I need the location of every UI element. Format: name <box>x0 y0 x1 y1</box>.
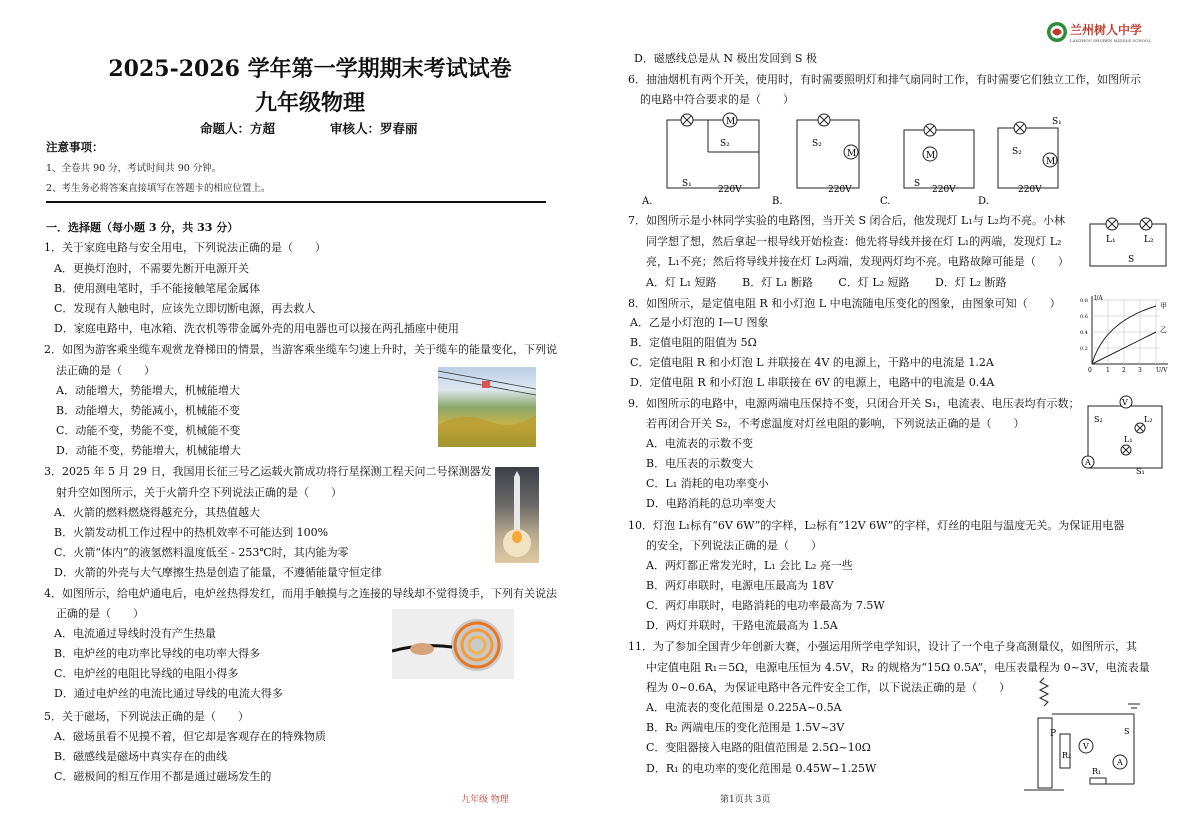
svg-text:220V: 220V <box>718 185 742 195</box>
right-question-line: 的电路中符合要求的是（ ） <box>640 93 794 106</box>
right-question-line: 程为 0~0.6A，为保证电路中各元件安全工作，以下说法正确的是（ ） <box>646 681 1011 694</box>
left-question-line: 3．2025 年 5 月 29 日，我国用长征三号乙运载火箭成功将行星探测工程天问二号探测器发 <box>44 465 492 478</box>
svg-text:S₁: S₁ <box>1052 117 1062 127</box>
svg-text:L₂: L₂ <box>1144 235 1154 245</box>
svg-text:S₂: S₂ <box>720 139 730 149</box>
question-setter: 命题人：方超 <box>200 121 276 136</box>
svg-text:M: M <box>726 117 736 127</box>
right-question-line: D．电路消耗的总功率变大 <box>646 497 776 510</box>
electric-stove-photo <box>392 609 514 679</box>
svg-text:220V: 220V <box>1018 185 1042 195</box>
svg-text:M: M <box>1046 157 1056 167</box>
svg-text:S: S <box>914 179 921 189</box>
right-question-line: A．两灯都正常发光时，L₁ 会比 L₂ 亮一些 <box>646 559 853 572</box>
svg-text:0.2: 0.2 <box>1080 346 1088 352</box>
right-question-line: 10．灯泡 L₁标有“6V 6W”的字样，L₂标有“12V 6W”的字样，灯丝的电阻与温度无关。为保证用电器 <box>628 519 1125 532</box>
right-question-line: 9．如图所示的电路中，电源两端电压保持不变，只闭合开关 S₁，电流表、电压表均有示数； <box>628 397 1080 410</box>
right-question-line: D．定值电阻 R 和小灯泡 L 串联接在 6V 的电源上，电路中的电流是 0.4A <box>630 376 995 389</box>
left-question-line: 1．关于家庭电路与安全用电，下列说法正确的是（ ） <box>44 241 326 254</box>
left-question-line: A．磁场虽看不见摸不着，但它却是客观存在的特殊物质 <box>54 730 326 743</box>
svg-text:S₂: S₂ <box>1094 415 1103 424</box>
svg-text:S₁: S₁ <box>1136 467 1145 476</box>
q6-option-a: A. <box>642 196 653 207</box>
svg-text:L₁: L₁ <box>1124 435 1133 444</box>
right-question-line: C．两灯串联时，电路消耗的电功率最高为 7.5W <box>646 599 885 612</box>
right-question-line: A．电流表的示数不变 <box>646 437 753 450</box>
left-question-line: C．发现有人触电时，应该先立即切断电源，再去救人 <box>54 302 316 315</box>
logo-text: 兰州树人中学 <box>1070 23 1143 37</box>
q7-circuit <box>1084 214 1174 274</box>
right-question-line: 的安全，下列说法正确的是（ ） <box>646 539 822 552</box>
q6-option-c: C. <box>880 196 891 207</box>
right-question-line: 6．抽油烟机有两个开关，使用时，有时需要照明灯和排气扇同时工作，有时需要它们独立工作，如图所示 <box>628 73 1141 86</box>
notes-heading: 注意事项： <box>46 140 104 154</box>
right-question-line: C．L₁ 消耗的电功率变小 <box>646 477 769 490</box>
left-question-line: D．通过电炉丝的电流比通过导线的电流大得多 <box>54 687 283 700</box>
svg-text:0: 0 <box>1088 367 1092 374</box>
right-question-line: 同学想了想，然后拿起一根导线开始检查：他先将导线并接在灯 L₁的两端，发现灯 L₂ <box>646 235 1062 248</box>
left-question-line: C．磁极间的相互作用不都是通过磁场发生的 <box>54 770 272 783</box>
left-question-line: 射升空如图所示，关于火箭升空下列说法正确的是（ ） <box>56 486 342 499</box>
svg-text:P: P <box>1050 729 1057 739</box>
svg-text:1: 1 <box>1106 367 1110 374</box>
page-number: 第1页共 3页 <box>720 795 771 805</box>
left-question-line: 5．关于磁场，下列说法正确的是（ ） <box>44 710 249 723</box>
left-question-line: B．动能增大，势能减小，机械能不变 <box>56 404 241 417</box>
left-question-line: A．火箭的燃料燃烧得越充分，其热值越大 <box>54 506 260 519</box>
right-question-line: A．乙是小灯泡的 I—U 图象 <box>630 316 769 329</box>
right-question-line: 中定值电阻 R₁＝5Ω，电源电压恒为 4.5V，R₂ 的规格为“15Ω 0.5A”，电压表量程为 0~3V，电流表量 <box>646 661 1150 674</box>
footer-subject: 九年级 物理 <box>461 795 509 805</box>
q6-option-b: B. <box>772 196 783 207</box>
svg-text:S₂: S₂ <box>812 139 822 149</box>
left-question-line: 2．如图为游客乘坐缆车观赏龙脊梯田的情景，当游客乘坐缆车匀速上升时，关于缆车的能量变化，下列说 <box>44 343 557 356</box>
right-question-line: 8．如图所示，是定值电阻 R 和小灯泡 L 中电流随电压变化的图象，由图象可知（ ） <box>628 297 1061 310</box>
svg-text:220V: 220V <box>932 185 956 195</box>
svg-text:V: V <box>1083 742 1089 751</box>
q9-circuit <box>1080 392 1170 476</box>
right-question-line: C．定值电阻 R 和小灯泡 L 并联接在 4V 的电源上，干路中的电流是 1.2A <box>630 356 994 369</box>
right-question-line: B．电压表的示数变大 <box>646 457 754 470</box>
left-question-line: A．电流通过导线时没有产生热量 <box>54 627 216 640</box>
left-question-line: 4．如图所示，给电炉通电后，电炉丝热得发红，而用手触摸与之连接的导线却不觉得烫手，下列有关说法 <box>44 587 557 600</box>
note-item: 2、考生务必将答案直接填写在答题卡的相应位置上。 <box>46 183 271 194</box>
left-question-line: C．电炉丝的电阻比导线的电阻小得多 <box>54 667 239 680</box>
right-question-line: D．磁感线总是从 N 极出发回到 S 极 <box>634 52 817 65</box>
left-question-line: 一．选择题（每小题 3 分，共 33 分） <box>46 221 239 234</box>
left-question-line: B．磁感线是磁场中真实存在的曲线 <box>54 750 228 763</box>
left-question-line: D．火箭的外壳与大气摩擦生热是创造了能量，不遵循能量守恒定律 <box>54 566 382 579</box>
logo-subtext: LANZHOU SHUREN MIDDLE SCHOOL <box>1070 38 1151 43</box>
svg-text:L₂: L₂ <box>1144 415 1153 424</box>
left-question-line: A．动能增大，势能增大，机械能增大 <box>56 384 240 397</box>
exam-title: 2025-2026 学年第一学期期末考试试卷 <box>108 56 512 82</box>
note-item: 1、全卷共 90 分，考试时间共 90 分钟。 <box>46 163 222 174</box>
svg-text:R₂: R₂ <box>1062 751 1072 760</box>
svg-text:U/V: U/V <box>1156 367 1168 374</box>
school-logo <box>1046 20 1156 44</box>
right-question-line: 11．为了参加全国青少年创新大赛，小强运用所学电学知识，设计了一个电子身高测量仪，如图所示，其 <box>628 640 1137 653</box>
svg-text:V: V <box>1122 398 1128 407</box>
svg-text:220V: 220V <box>828 185 852 195</box>
svg-text:0.6: 0.6 <box>1080 314 1088 320</box>
q6-circuit-d <box>978 112 1078 208</box>
svg-text:3: 3 <box>1138 367 1142 374</box>
right-question-line: B．定值电阻的阻值为 5Ω <box>630 336 757 349</box>
cable-car-photo <box>438 367 536 447</box>
left-question-line: 法正确的是（ ） <box>56 364 155 377</box>
right-question-line: D．R₁ 的电功率的变化范围是 0.45W~1.25W <box>646 762 877 775</box>
left-question-line: 正确的是（ ） <box>56 607 144 620</box>
svg-text:A: A <box>1085 458 1091 467</box>
right-question-line: B．R₂ 两端电压的变化范围是 1.5V~3V <box>646 721 845 734</box>
svg-text:M: M <box>926 151 936 161</box>
left-question-line: B．火箭发动机工作过程中的热机效率不可能达到 100% <box>54 526 329 539</box>
q6-circuit-c <box>880 124 974 207</box>
right-question-line: 7．如图所示是小林同学实验的电路图，当开关 S 闭合后，他发现灯 L₁与 L₂均不亮。小林 <box>628 214 1065 227</box>
svg-text:S₁: S₁ <box>682 179 692 189</box>
reviewer: 审核人：罗春丽 <box>330 121 418 136</box>
q6-option-d: D. <box>978 196 989 207</box>
svg-text:S: S <box>1128 255 1135 265</box>
svg-text:乙: 乙 <box>1160 326 1167 334</box>
svg-text:0.8: 0.8 <box>1080 298 1088 304</box>
right-question-line: C．变阻器接入电路的阻值范围是 2.5Ω~10Ω <box>646 741 871 754</box>
right-question-line: 若再闭合开关 S₂，不考虑温度对灯丝电阻的影响，下列说法正确的是（ ） <box>646 417 1025 430</box>
svg-text:R₁: R₁ <box>1092 767 1102 776</box>
svg-text:S₂: S₂ <box>1012 147 1022 157</box>
q8-iu-graph <box>1080 292 1172 374</box>
divider <box>46 201 546 203</box>
svg-text:2: 2 <box>1122 367 1126 374</box>
right-question-line: A．电流表的变化范围是 0.225A~0.5A <box>646 701 842 714</box>
q6-circuit-diagrams <box>642 112 1022 208</box>
svg-text:L₁: L₁ <box>1106 235 1116 245</box>
q11-height-meter-diagram <box>1024 674 1172 798</box>
svg-text:甲: 甲 <box>1160 302 1167 310</box>
left-question-line: C．火箭“体内”的液氢燃料温度低至 - 253℃时，其内能为零 <box>54 546 349 559</box>
svg-text:S: S <box>1124 727 1130 736</box>
svg-text:0.4: 0.4 <box>1080 330 1088 336</box>
left-question-line: B．电炉丝的电功率比导线的电功率大得多 <box>54 647 261 660</box>
q6-circuit-a <box>642 113 759 207</box>
right-question-line: D．两灯并联时，干路电流最高为 1.5A <box>646 619 838 632</box>
exam-subtitle: 九年级物理 <box>254 90 365 116</box>
right-question-line: A．灯 L₁ 短路 B．灯 L₁ 断路 C．灯 L₂ 短路 D．灯 L₂ 断路 <box>646 276 1007 289</box>
left-question-line: C．动能不变，势能不变，机械能不变 <box>56 424 241 437</box>
left-question-line: A．更换灯泡时，不需要先断开电源开关 <box>54 262 249 275</box>
left-question-line: D．动能不变，势能增大，机械能增大 <box>56 444 241 457</box>
svg-text:M: M <box>847 149 857 159</box>
q6-circuit-b <box>772 114 859 207</box>
svg-text:A: A <box>1117 758 1123 767</box>
left-question-line: B．使用测电笔时，手不能接触笔尾金属体 <box>54 282 261 295</box>
right-question-line: 亮，L₁不亮；然后将导线并接在灯 L₂两端，发现两灯均不亮。电路故障可能是（ ） <box>646 255 1069 268</box>
rocket-photo <box>495 467 539 563</box>
right-question-line: B．两灯串联时，电源电压最高为 18V <box>646 579 834 592</box>
svg-text:I/A: I/A <box>1094 295 1103 302</box>
left-question-line: D．家庭电路中，电冰箱、洗衣机等带金属外壳的用电器也可以接在两孔插座中使用 <box>54 322 459 335</box>
